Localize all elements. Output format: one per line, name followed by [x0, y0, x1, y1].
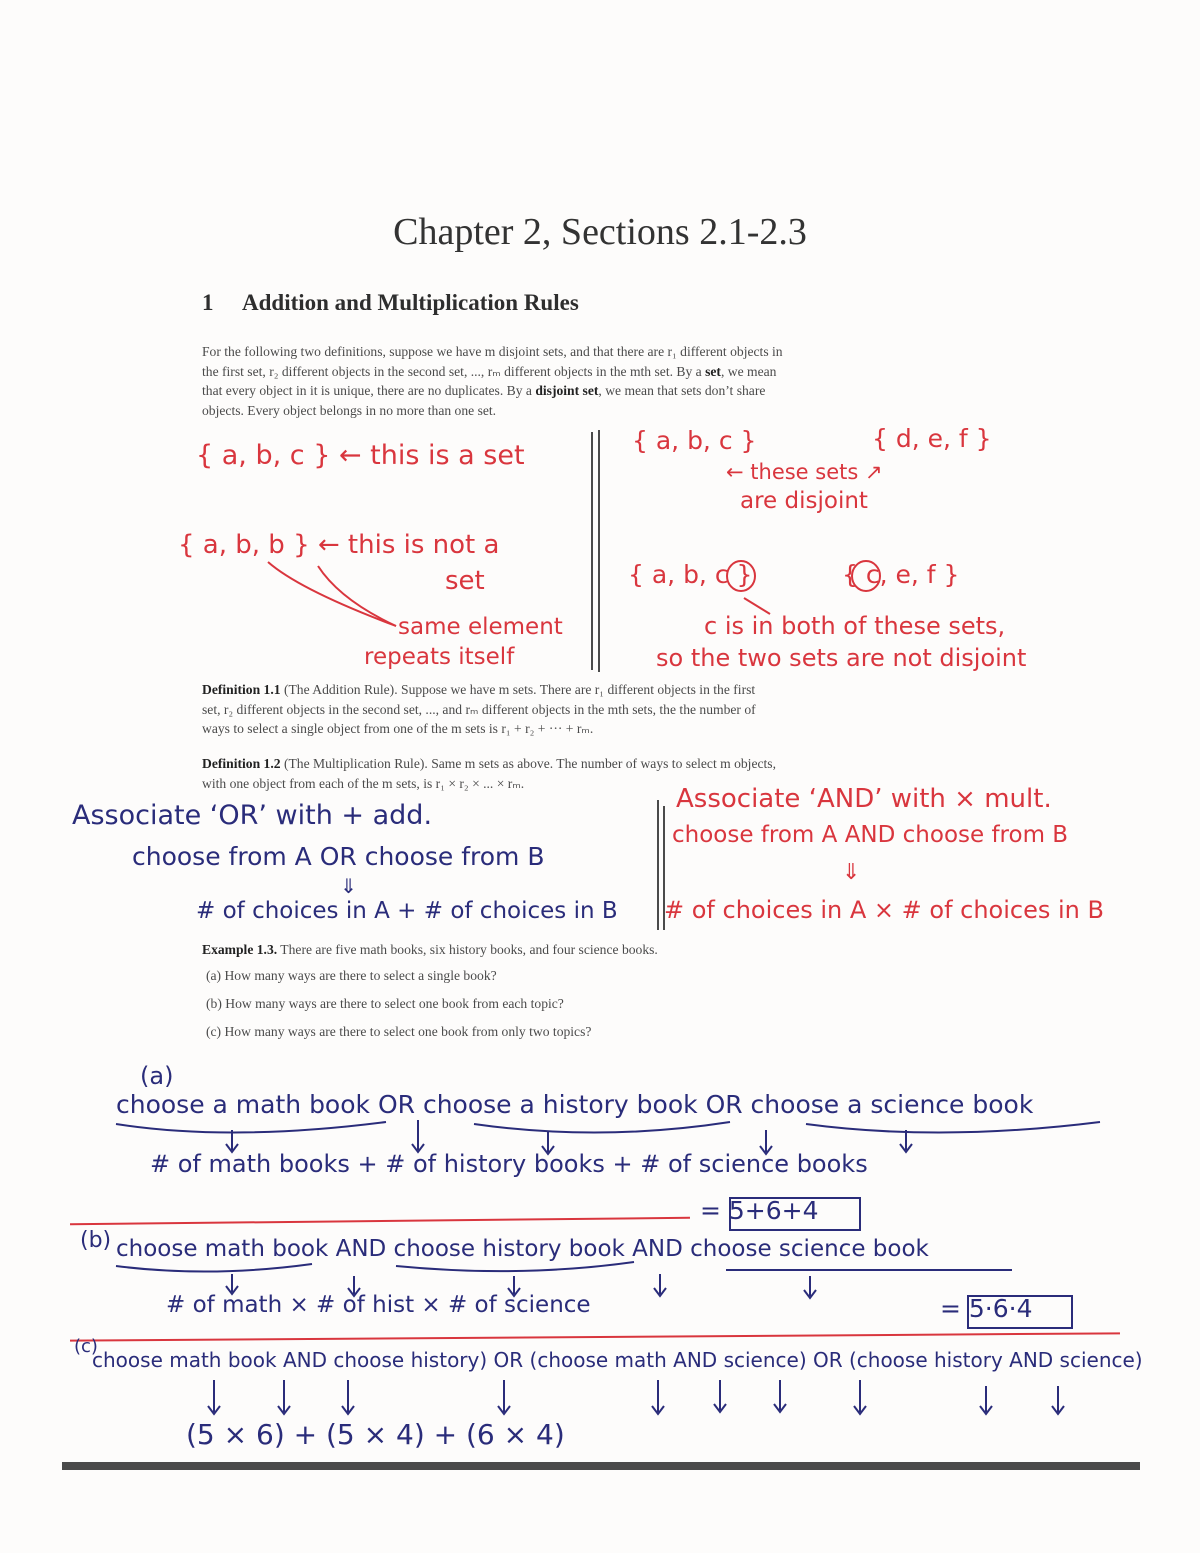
note-disjoint-set-a: { a, b, c } [632, 426, 757, 455]
note-or-choose: choose from A OR choose from B [132, 842, 545, 871]
arrow-b-1 [226, 1274, 238, 1294]
solution-b-line: choose math book AND choose history book AND choose science book [116, 1236, 929, 1262]
brace-a-1 [116, 1122, 386, 1133]
note-nondisjoint-set-a: { a, b, c } [628, 560, 753, 589]
solution-a-line: choose a math book OR choose a history book OR choose a science book [116, 1090, 1034, 1119]
def12-text-2: with one object from each of the m sets, is r₁ × r₂ × ... × rₘ. [202, 775, 525, 791]
def11-text-2: set, r₂ different objects in the second set, ..., and rₘ different objects in the mth sets, the the number of [202, 701, 756, 717]
note-c-in-both: c is in both of these sets, [704, 612, 1006, 640]
section-title: Addition and Multiplication Rules [242, 290, 579, 315]
arrow-c-1 [208, 1380, 220, 1414]
note-not-disjoint: so the two sets are not disjoint [656, 644, 1027, 672]
def11-name: (The Addition Rule). [283, 682, 398, 697]
note-or-result: # of choices in A + # of choices in B [196, 898, 618, 924]
def11-label: Definition 1.1 [202, 682, 281, 697]
solution-a-result: = 5+6+4 [700, 1196, 819, 1225]
brace-b-2 [396, 1262, 634, 1271]
solution-c-result: (5 × 6) + (5 × 4) + (6 × 4) [186, 1418, 565, 1451]
page-title: Chapter 2, Sections 2.1-2.3 [393, 211, 807, 253]
circle-c-first [727, 561, 755, 591]
note-these-sets: ← these sets ↗ [726, 460, 883, 484]
arrow-c-5 [652, 1380, 664, 1414]
circle-c-second [852, 561, 880, 591]
note-same-element: same element [398, 614, 563, 640]
def11-text-3: ways to select a single object from one of the m sets is r₁ + r₂ + ··· + rₘ. [202, 721, 594, 736]
arrow-b-4 [654, 1274, 666, 1296]
note-not-set-cont: set [445, 566, 485, 596]
arrow-or-down: ⇓ [340, 874, 357, 898]
brace-b-1 [116, 1264, 312, 1272]
example-label: Example 1.3. [202, 942, 278, 957]
arrow-c-10 [1052, 1386, 1064, 1414]
intro-line-3a: that every object in it is unique, there are no duplicates. By a [202, 383, 536, 398]
solution-b-counts: # of math × # of hist × # of science [166, 1292, 591, 1318]
solution-a-label: (a) [140, 1062, 174, 1090]
note-not-set-example: { a, b, b } ← this is not a [178, 530, 500, 560]
example-question-a: (a) How many ways are there to select a single book? [206, 968, 497, 983]
arrow-c-7 [774, 1380, 786, 1412]
arrow-and-down: ⇓ [842, 860, 861, 885]
arrow-c-2 [278, 1380, 290, 1414]
arrow-same-element-2 [318, 566, 396, 626]
section-number: 1 [202, 290, 214, 315]
note-and-result: # of choices in A × # of choices in B [664, 896, 1104, 924]
term-disjoint-set: disjoint set [535, 383, 599, 398]
brace-a-2 [474, 1122, 730, 1133]
arrow-a-2 [412, 1120, 424, 1152]
solution-b-label: (b) [80, 1228, 112, 1253]
intro-line-2b: , we mean [720, 363, 777, 379]
arrow-c-in-both [744, 598, 770, 614]
example-question-b: (b) How many ways are there to select one book from each topic? [206, 996, 564, 1011]
note-set-example: { a, b, c } ← this is a set [196, 440, 525, 471]
intro-line-2a: the first set, r₂ different objects in the second set, ..., rₘ different objects in the mth set. By a [202, 363, 706, 379]
arrow-c-6 [714, 1380, 726, 1412]
arrow-a-5 [900, 1130, 912, 1152]
example-text: There are five math books, six history books, and four science books. [277, 942, 658, 957]
note-are-disjoint: are disjoint [740, 488, 868, 514]
solution-c-line: choose math book AND choose history) OR (choose math AND science) OR (choose history AND science) [92, 1348, 1143, 1372]
box-b-result [968, 1296, 1072, 1328]
note-and-associate: Associate ‘AND’ with × mult. [676, 784, 1052, 814]
intro-line-4: objects. Every object belongs in no more than one set. [202, 402, 497, 418]
intro-line-1: For the following two definitions, suppose we have m disjoint sets, and that there are r₁ different objects in [202, 344, 783, 359]
note-nondisjoint-set-b: { c, e, f } [842, 560, 960, 589]
arrow-c-8 [854, 1380, 866, 1414]
solution-a-counts: # of math books + # of history books + # of science books [150, 1150, 868, 1178]
arrow-b-3 [508, 1276, 520, 1296]
solution-b-result: = 5·6·4 [940, 1294, 1033, 1323]
brace-a-3 [806, 1122, 1100, 1133]
arrow-a-3 [542, 1132, 554, 1154]
arrow-c-9 [980, 1386, 992, 1414]
intro-line-3b: , we mean that sets don’t share [598, 383, 766, 398]
arrow-c-4 [498, 1380, 510, 1414]
note-or-associate: Associate ‘OR’ with + add. [72, 800, 433, 831]
arrow-a-4 [760, 1130, 772, 1154]
term-set: set [705, 363, 721, 379]
box-a-result [730, 1198, 860, 1230]
note-disjoint-set-b: { d, e, f } [872, 424, 992, 453]
solution-c-label: (c) [74, 1336, 98, 1357]
def12-label: Definition 1.2 [202, 756, 281, 771]
arrow-b-5 [804, 1276, 816, 1298]
arrow-c-3 [342, 1380, 354, 1414]
arrow-b-2 [348, 1276, 360, 1296]
def12-name: (The Multiplication Rule). [283, 756, 428, 771]
note-and-choose: choose from A AND choose from B [672, 822, 1069, 848]
def11-text-1: Suppose we have m sets. There are r₁ different objects in the first [397, 682, 756, 697]
note-repeats: repeats itself [364, 644, 515, 670]
example-question-c: (c) How many ways are there to select one book from only two topics? [206, 1024, 592, 1039]
def12-text-1: Same m sets as above. The number of ways to select m objects, [427, 756, 776, 771]
